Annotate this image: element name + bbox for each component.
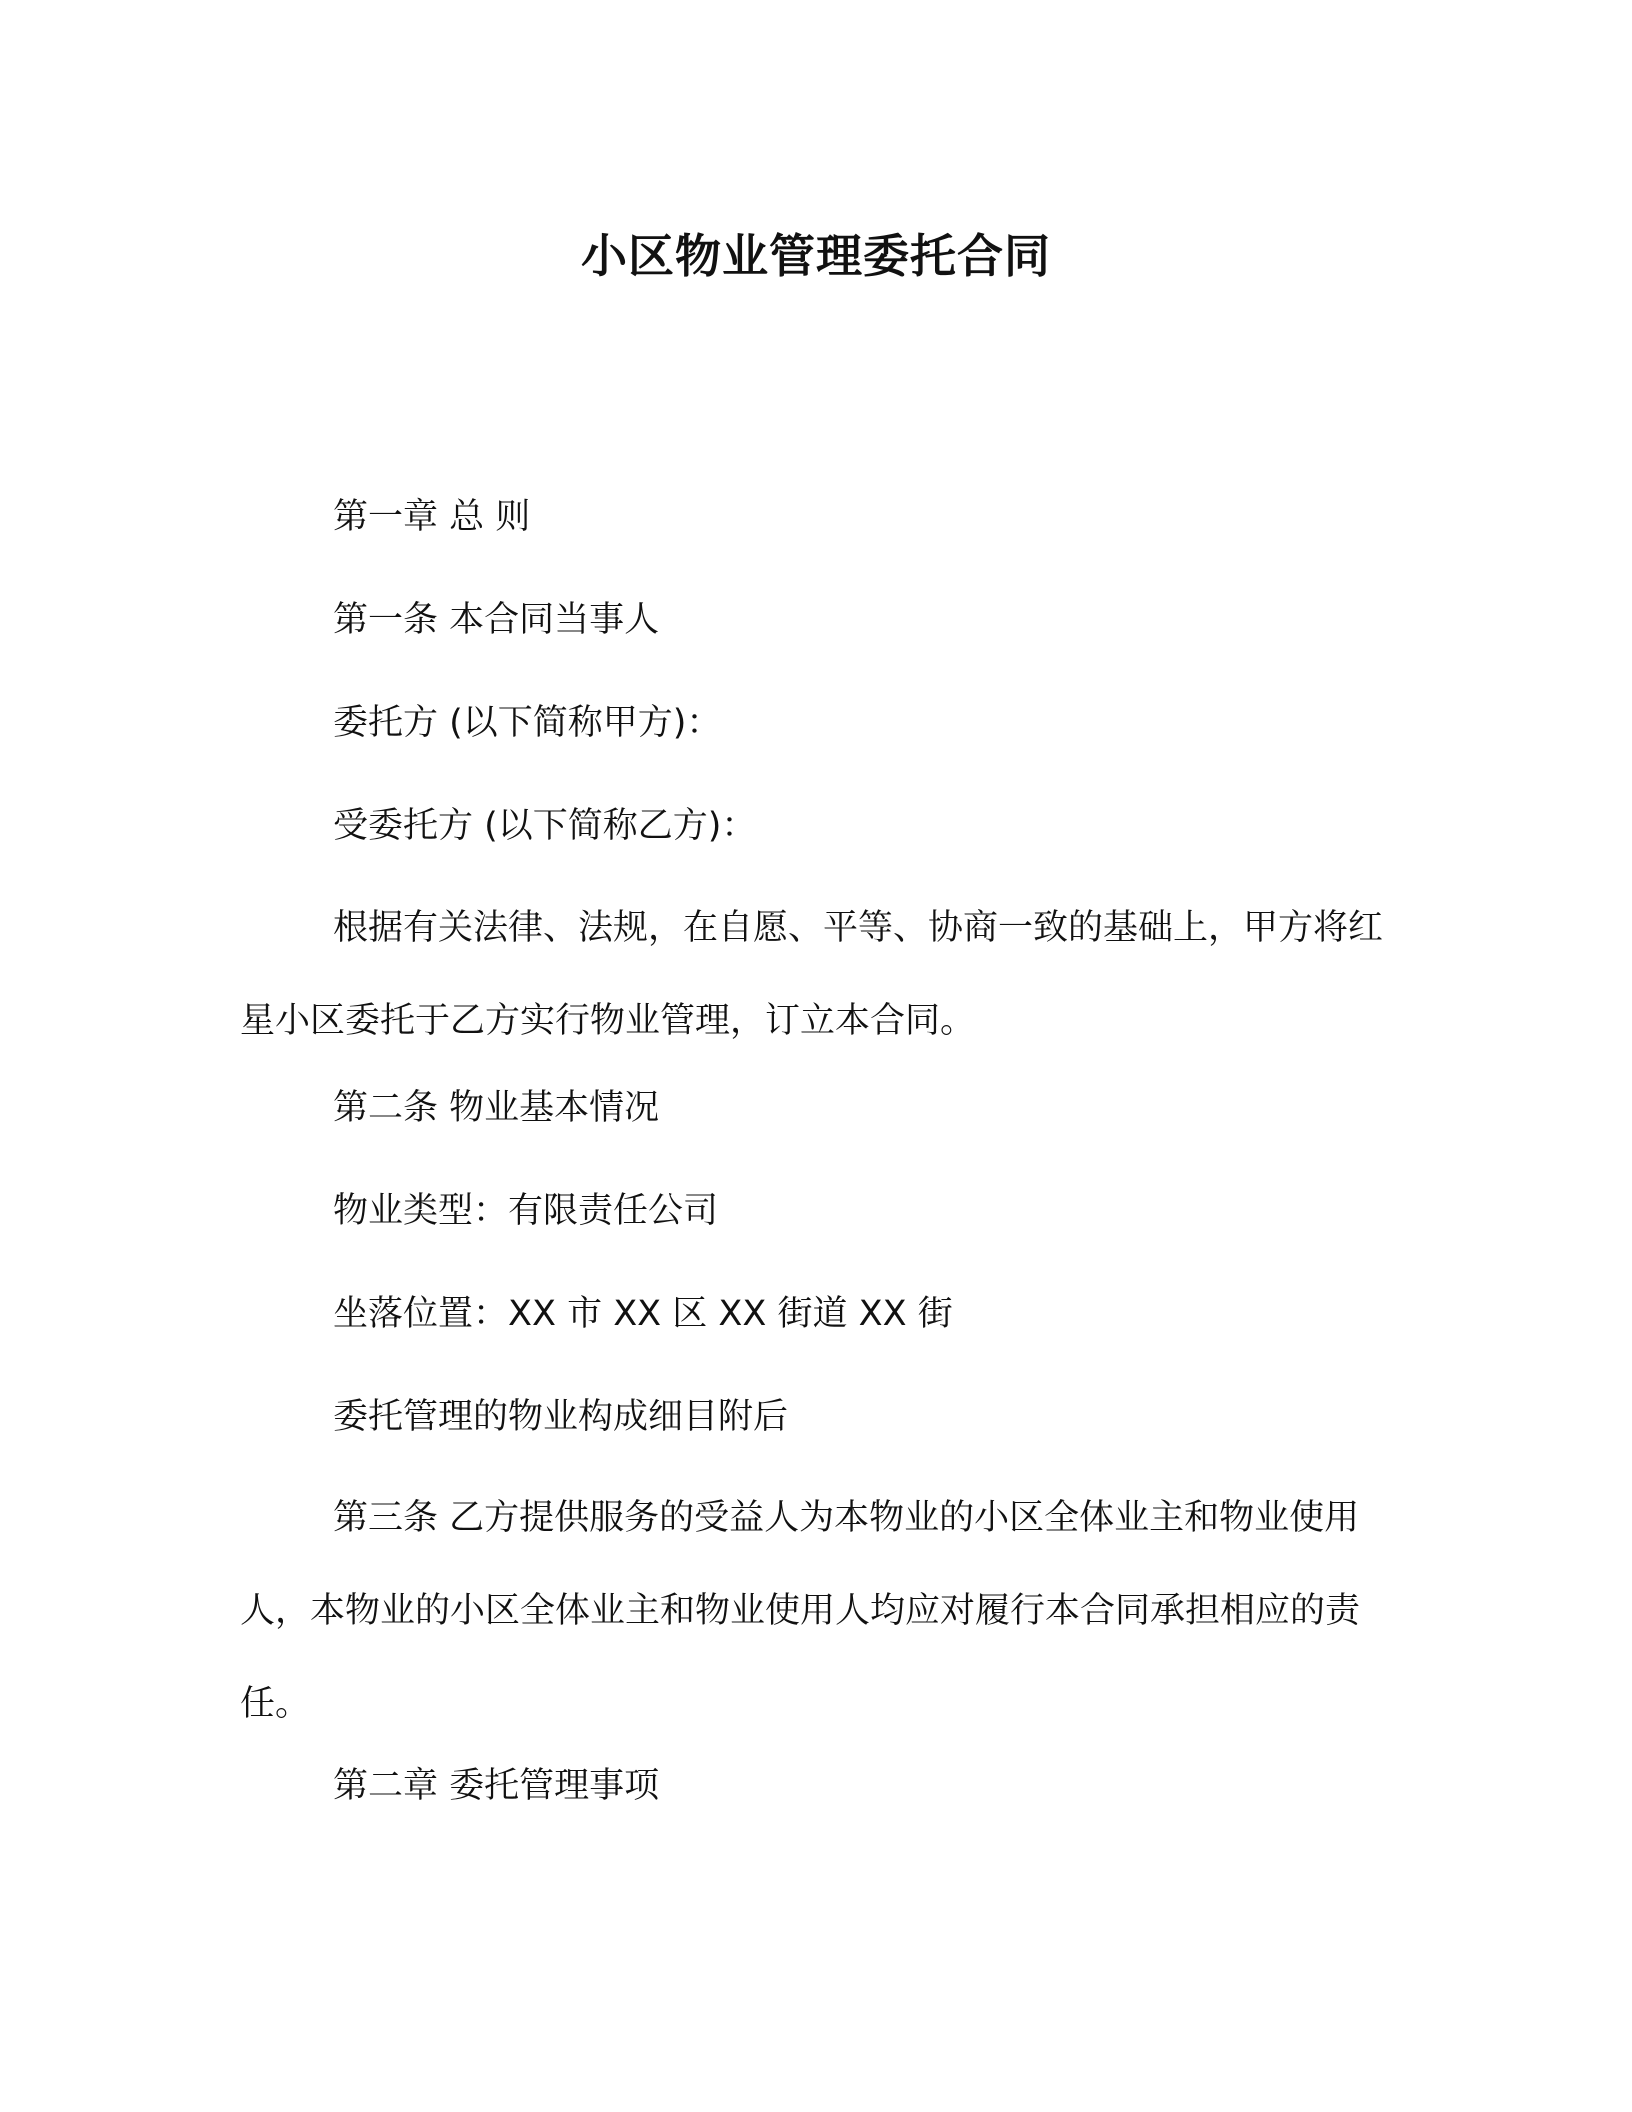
location-line: 坐落位置：XX 市 XX 区 XX 街道 XX 街 (333, 1294, 953, 1334)
party-b-line: 受委托方 (以下简称乙方)： (333, 806, 757, 846)
article-3-paragraph: 第三条 乙方提供服务的受益人为本物业的小区全体业主和物业使用人，本物业的小区全体业主和物业使用人均应对履行本合同承担相应的责任。 (240, 1498, 1361, 1724)
chapter-heading-1: 第一章 总 则 (333, 497, 531, 537)
property-type-line: 物业类型：有限责任公司 (333, 1191, 719, 1231)
document-title: 小区物业管理委托合同 (581, 229, 1051, 283)
chapter-heading-2: 第二章 委托管理事项 (333, 1766, 660, 1806)
article-heading-2: 第二条 物业基本情况 (333, 1088, 660, 1128)
party-a-line: 委托方 (以下简称甲方)： (333, 703, 722, 743)
article-heading-1: 第一条 本合同当事人 (333, 600, 660, 640)
details-note-line: 委托管理的物业构成细目附后 (333, 1397, 789, 1437)
basis-paragraph: 根据有关法律、法规，在自愿、平等、协商一致的基础上，甲方将红星小区委托于乙方实行物业管理，订立本合同。 (240, 908, 1384, 1041)
